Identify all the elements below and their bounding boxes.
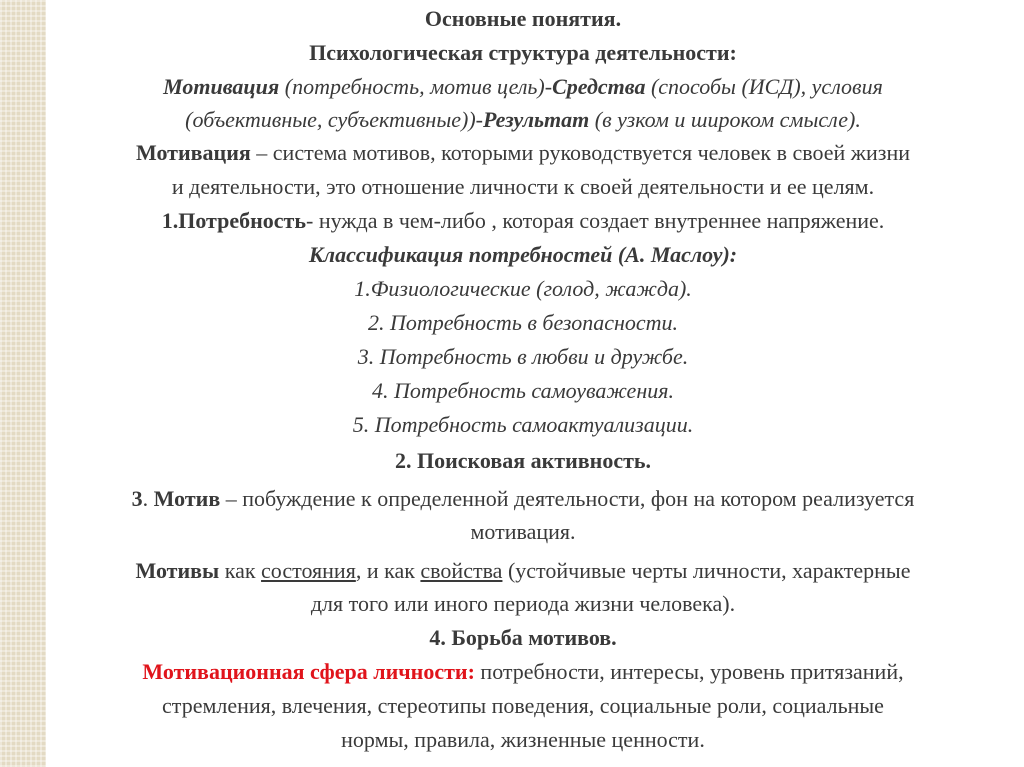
motives-text-1: как bbox=[219, 558, 262, 583]
maslow-heading: Классификация потребностей (А. Маслоу): bbox=[308, 242, 738, 267]
motives-text-3: (устойчивые черты личности, характерные bbox=[502, 558, 911, 583]
need-definition bbox=[18, 206, 1024, 236]
slide-subtitle: Психологическая структура деятельности: bbox=[309, 40, 737, 65]
maslow-item: 5. Потребность самоактуализации. bbox=[352, 412, 694, 437]
maslow-item: 4. Потребность самоуважения. bbox=[372, 378, 674, 403]
need-term: 1.Потребность bbox=[161, 208, 306, 233]
motives-text-2: , и как bbox=[355, 558, 421, 583]
motive-term: Мотив bbox=[153, 486, 221, 511]
structure-line-2 bbox=[18, 105, 1024, 135]
sphere-text-1: потребности, интересы, уровень притязаний, bbox=[474, 659, 904, 684]
structure-result: Результат bbox=[482, 107, 590, 132]
motive-definition-line-1 bbox=[18, 484, 1024, 514]
motives-states: состояния bbox=[261, 558, 356, 583]
motivation-term: Мотивация bbox=[135, 140, 251, 165]
struggle-of-motives: 4. Борьба мотивов. bbox=[429, 625, 617, 650]
motives-term: Мотивы bbox=[135, 558, 220, 583]
structure-line-1 bbox=[18, 72, 1024, 102]
search-activity: 2. Поисковая активность. bbox=[394, 448, 652, 473]
maslow-item: 3. Потребность в любви и дружбе. bbox=[357, 344, 689, 369]
structure-motivation: Мотивация bbox=[163, 74, 280, 99]
sphere-line-2: стремления, влечения, стереотипы поведения, социальные роли, социальные bbox=[162, 693, 884, 718]
structure-means-paren: (способы (ИСД), условия bbox=[645, 74, 883, 99]
motives-properties: свойства bbox=[420, 558, 503, 583]
motives-as-line-2: для того или иного периода жизни человека). bbox=[310, 591, 736, 616]
motivation-text-1: – система мотивов, которыми руководствуется человек в своей жизни bbox=[250, 140, 911, 165]
sphere-term: Мотивационная сфера личности: bbox=[142, 659, 475, 684]
maslow-item: 1.Физиологические (голод, жажда). bbox=[354, 276, 692, 301]
sphere-line-1 bbox=[18, 657, 1024, 687]
slide-title: Основные понятия. bbox=[424, 6, 622, 31]
motive-text-1: – побуждение к определенной деятельности, фон на котором реализуется bbox=[220, 486, 915, 511]
maslow-item: 2. Потребность в безопасности. bbox=[367, 310, 679, 335]
structure-result-paren: (в узком и широком смысле). bbox=[589, 107, 861, 132]
sphere-line-3: нормы, правила, жизненные ценности. bbox=[341, 727, 705, 752]
motives-as-line-1 bbox=[18, 556, 1024, 586]
structure-conditions: (объективные, субъективные))- bbox=[185, 107, 483, 132]
structure-motivation-paren: (потребность, мотив цель)- bbox=[279, 74, 553, 99]
motive-number: 3 bbox=[131, 486, 143, 511]
motive-dot: . bbox=[142, 486, 154, 511]
motivation-definition-line-2: и деятельности, это отношение личности к своей деятельности и ее целям. bbox=[171, 174, 875, 199]
motive-definition-line-2: мотивация. bbox=[470, 519, 576, 544]
structure-means: Средства bbox=[552, 74, 646, 99]
motivation-definition-line-1 bbox=[18, 138, 1024, 168]
need-text: - нужда в чем-либо , которая создает внутреннее напряжение. bbox=[306, 208, 885, 233]
